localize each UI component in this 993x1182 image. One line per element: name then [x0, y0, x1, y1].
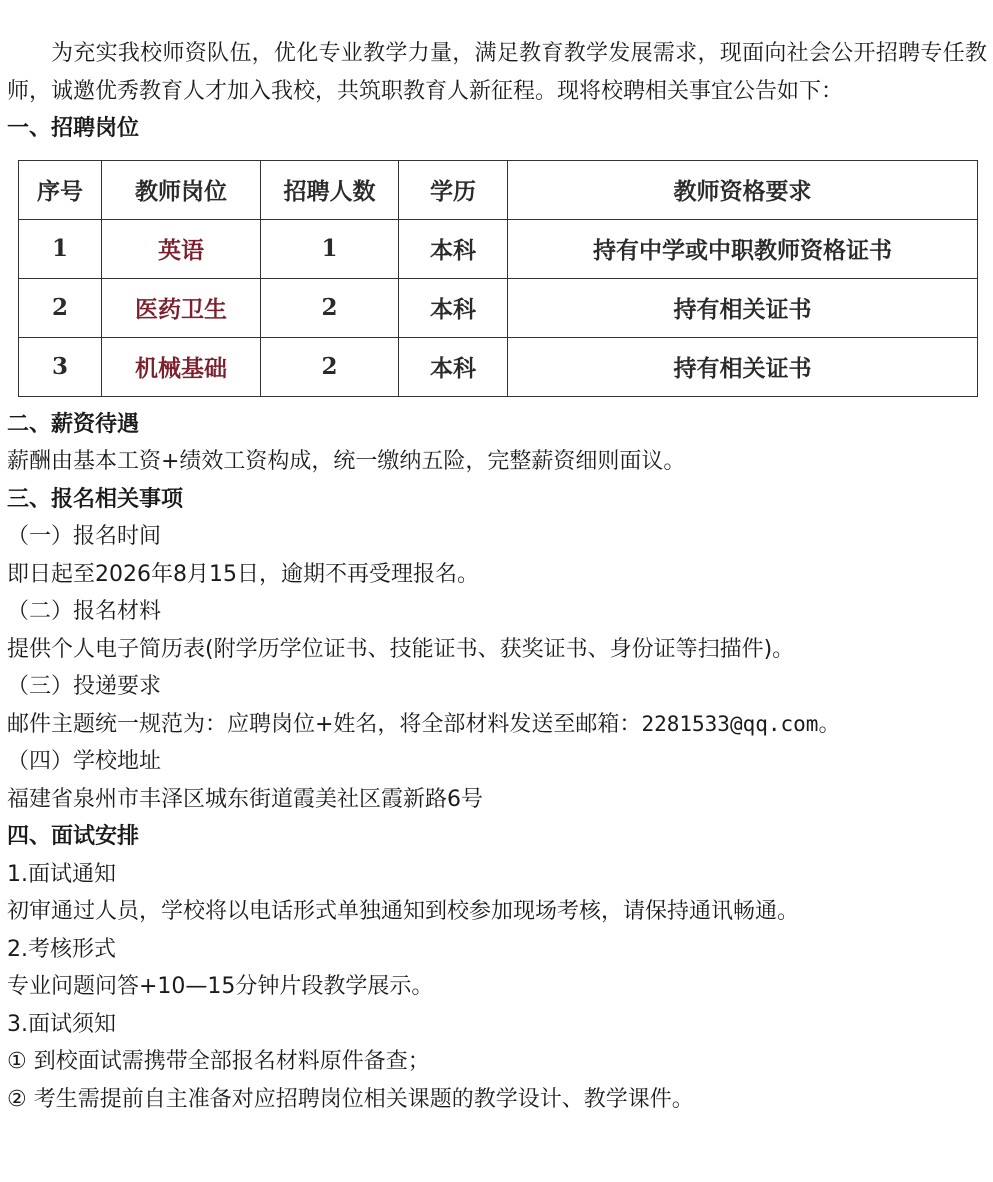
intro-paragraph: 为充实我校师资队伍，优化专业教学力量，满足教育教学发展需求，现面向社会公开招聘专任教师，诚邀优秀教育人才加入我校，共筑职教育人新征程。现将校聘相关事宜公告如下：	[7, 41, 987, 104]
interview-rule-2: ② 考生需提前自主准备对应招聘岗位相关课题的教学设计、教学课件。	[7, 1086, 694, 1112]
cell-no: 3	[19, 337, 102, 396]
application-materials-text: 提供个人电子简历表(附学历学位证书、技能证书、获奖证书、身份证等扫描件)。	[7, 636, 795, 662]
recruitment-notice	[7, 35, 987, 1118]
header-education: 学历	[399, 160, 508, 219]
cell-qualification: 持有相关证书	[508, 337, 978, 396]
subheading-interview-rules: 3.面试须知	[7, 1011, 116, 1037]
cell-qualification: 持有中学或中职教师资格证书	[508, 219, 978, 278]
positions-table-wrap	[7, 148, 987, 406]
subheading-application-time: （一）报名时间	[7, 524, 162, 549]
cell-education: 本科	[399, 278, 508, 337]
application-time-text: 即日起至2026年8月15日，逾期不再受理报名。	[7, 561, 479, 587]
salary-text: 薪酬由基本工资+绩效工资构成，统一缴纳五险，完整薪资细则面议。	[7, 449, 686, 474]
subheading-assessment-form: 2.考核形式	[7, 936, 116, 962]
section-heading-positions: 一、招聘岗位	[7, 116, 140, 141]
submission-email: 2281533@qq.com	[641, 711, 819, 736]
submission-text	[7, 706, 987, 744]
cell-post: 机械基础	[102, 337, 261, 396]
table-row	[19, 219, 978, 278]
subheading-submission: （三）投递要求	[7, 674, 162, 699]
cell-no: 1	[19, 219, 102, 278]
header-count: 招聘人数	[261, 160, 399, 219]
header-qualification: 教师资格要求	[508, 160, 978, 219]
assessment-form-text: 专业问题问答+10—15分钟片段教学展示。	[7, 974, 434, 999]
cell-no: 2	[19, 278, 102, 337]
submission-text-prefix: 邮件主题统一规范为：应聘岗位+姓名，将全部材料发送至邮箱：	[7, 711, 642, 737]
table-row	[19, 337, 978, 396]
cell-education: 本科	[399, 219, 508, 278]
table-row	[19, 278, 978, 337]
positions-table	[18, 160, 978, 397]
subheading-school-address: （四）学校地址	[7, 749, 162, 774]
section-heading-salary: 二、薪资待遇	[7, 411, 140, 437]
section-heading-application: 三、报名相关事项	[7, 486, 184, 512]
submission-text-suffix: 。	[818, 711, 841, 737]
header-no: 序号	[19, 160, 102, 219]
interview-notice-text: 初审通过人员，学校将以电话形式单独通知到校参加现场考核，请保持通讯畅通。	[7, 899, 800, 924]
cell-post: 英语	[102, 219, 261, 278]
subheading-interview-notice: 1.面试通知	[7, 861, 116, 887]
cell-count: 1	[261, 219, 399, 278]
header-post: 教师岗位	[102, 160, 261, 219]
section-heading-interview: 四、面试安排	[7, 824, 140, 849]
cell-education: 本科	[399, 337, 508, 396]
cell-count: 2	[261, 337, 399, 396]
cell-qualification: 持有相关证书	[508, 278, 978, 337]
subheading-application-materials: （二）报名材料	[7, 599, 162, 624]
cell-count: 2	[261, 278, 399, 337]
school-address-text: 福建省泉州市丰泽区城东街道霞美社区霞新路6号	[7, 786, 483, 812]
cell-post: 医药卫生	[102, 278, 261, 337]
interview-rule-1: ① 到校面试需携带全部报名材料原件备查；	[7, 1049, 430, 1074]
table-header-row	[19, 160, 978, 219]
